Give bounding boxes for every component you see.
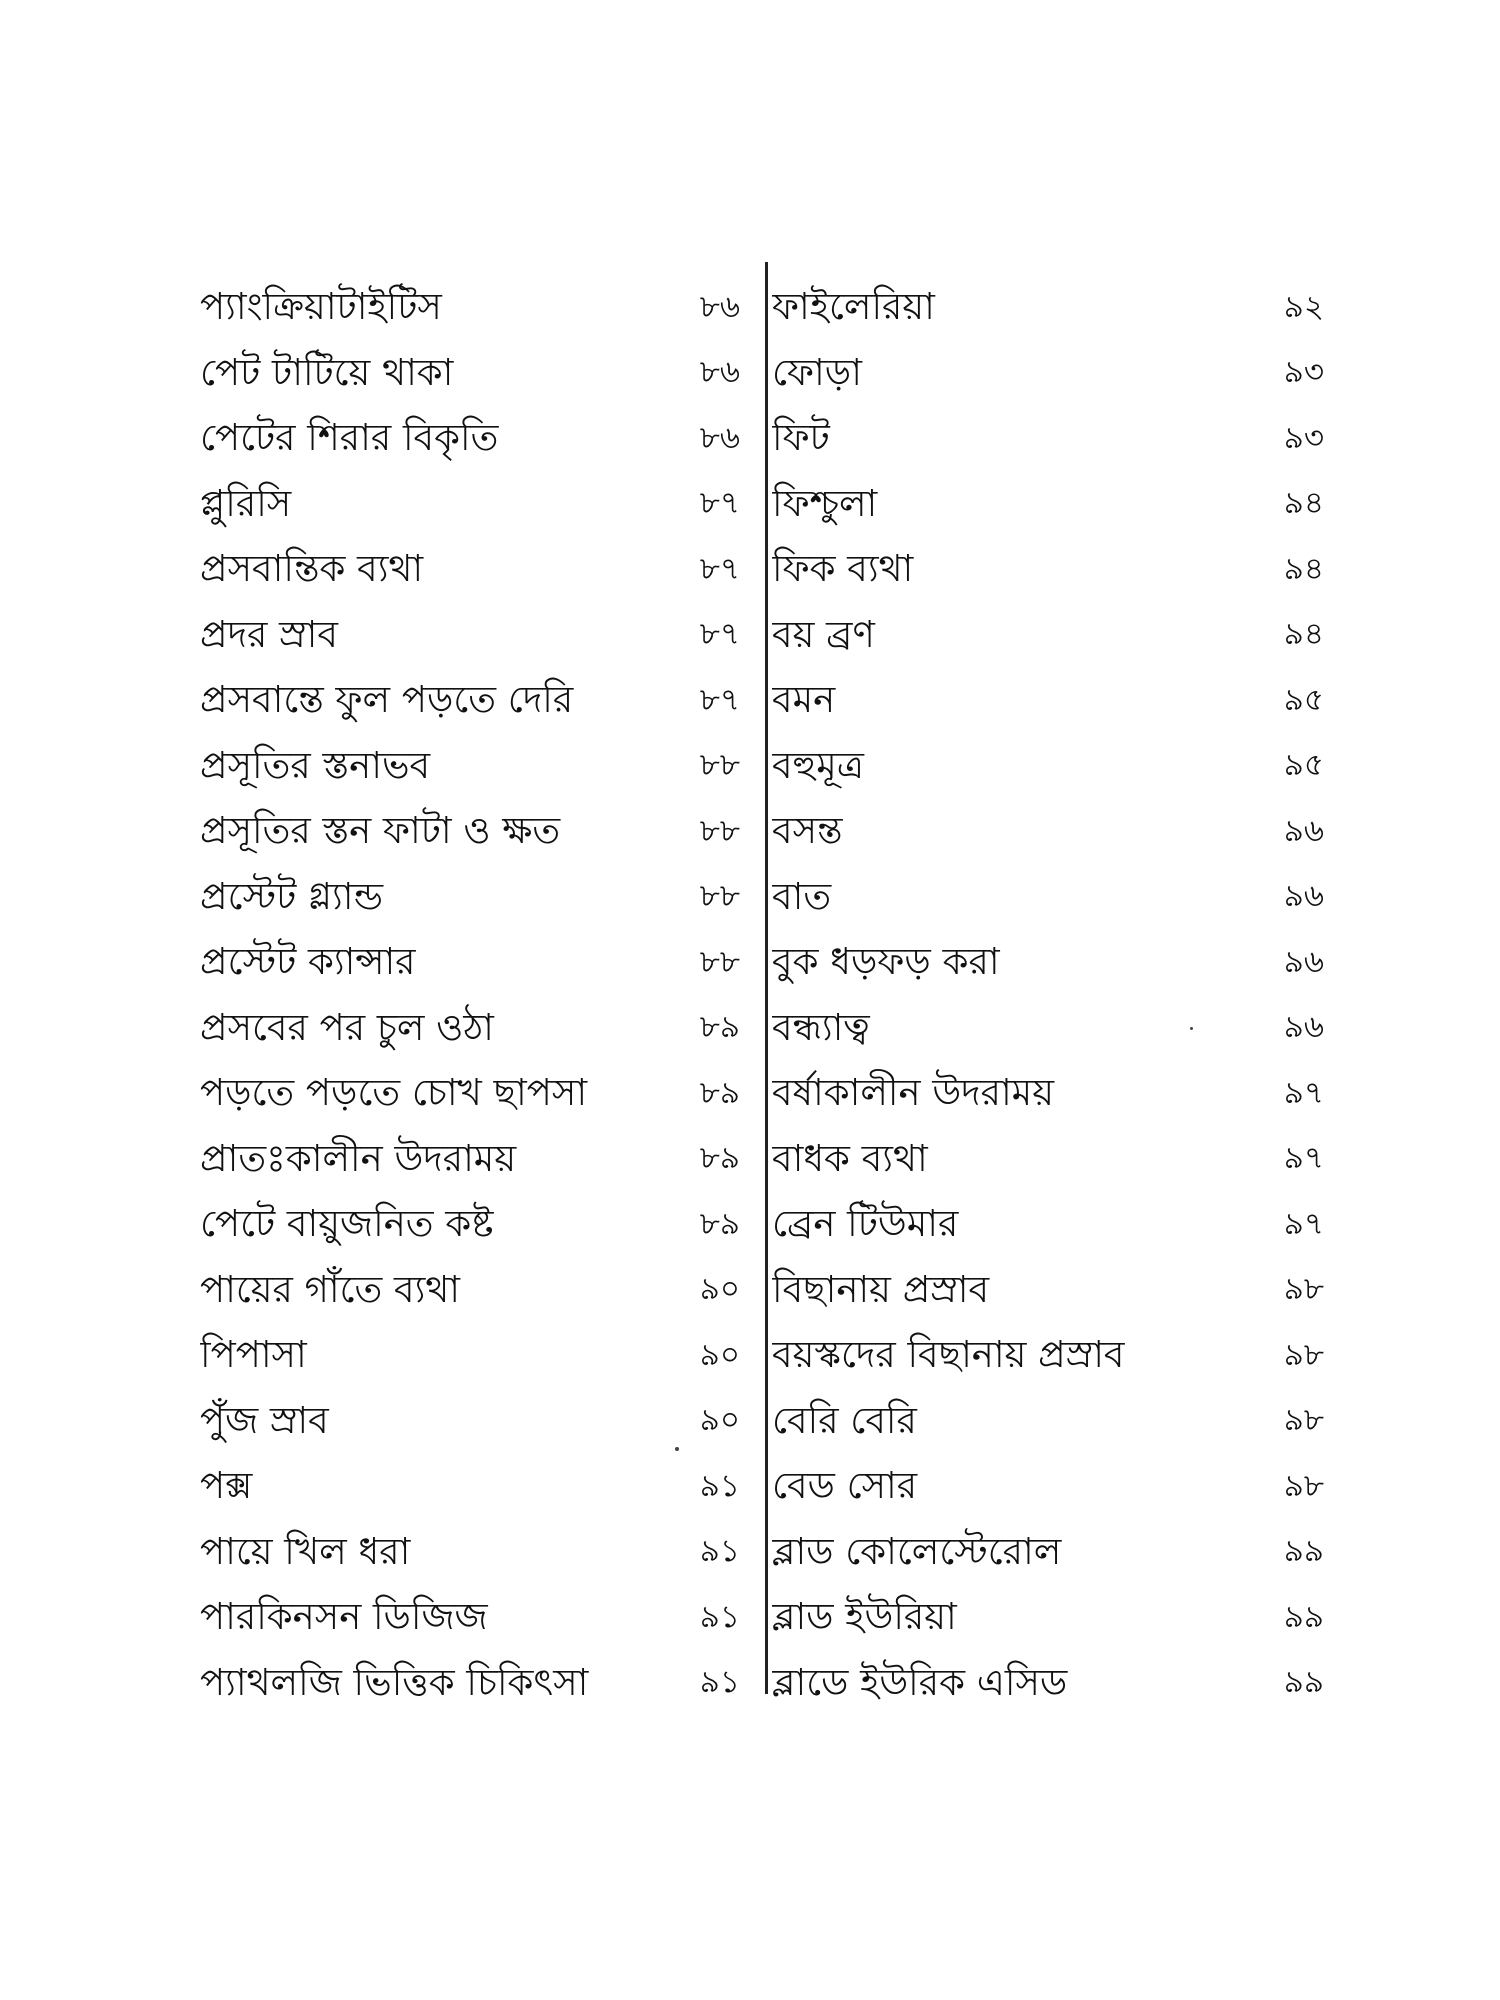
entry-page-number: ৯১ [699,1598,740,1635]
entry-page-number: ৯০ [699,1336,740,1373]
entry-title: ফিশ্চুলা [772,481,878,525]
entry-page-number: ৮৭ [699,681,740,718]
print-speck [675,1447,679,1451]
index-entry [200,1521,740,1587]
entry-page-number: ৮৯ [699,1205,740,1242]
entry-page-number: ৯০ [699,1271,740,1308]
entry-page-number: ৮৬ [699,419,740,456]
entry-title: ব্লাড ইউরিয়া [772,1595,957,1639]
entry-page-number: ৯৭ [1283,1074,1324,1111]
print-speck [1190,1027,1193,1030]
entry-title: ব্লাডে ইউরিক এসিড [772,1660,1068,1704]
entry-title: পিপাসা [200,1333,307,1377]
index-entry [200,1128,740,1194]
entry-title: প্রসূতির স্তনাভব [200,743,431,787]
index-entry [772,931,1324,997]
entry-title: বন্ধ্যাত্ব [772,1005,870,1049]
entry-title: ফাইলেরিয়া [772,285,935,329]
entry-title: পক্স [200,1464,253,1508]
index-entry [200,1259,740,1325]
entry-title: প্লুরিসি [200,481,292,525]
entry-title: পায়ের গাঁতে ব্যথা [200,1267,461,1311]
index-entry [200,407,740,473]
entry-title: প্রসবান্তিক ব্যথা [200,547,424,591]
entry-title: ফিট [772,416,830,460]
entry-page-number: ৯৯ [1283,1598,1324,1635]
entry-page-number: ৮৭ [699,616,740,653]
entry-title: বয়স্কদের বিছানায় প্রস্রাব [772,1333,1125,1377]
index-entry [200,342,740,408]
index-entry [772,407,1324,473]
entry-title: প্রস্টেট গ্ল্যান্ড [200,874,384,918]
entry-title: বুক ধড়ফড় করা [772,940,1000,984]
entry-title: পারকিনসন ডিজিজ [200,1595,488,1639]
entry-title: পড়তে পড়তে চোখ ছাপসা [200,1071,588,1115]
index-entry [200,931,740,997]
entry-page-number: ৯৮ [1283,1467,1324,1504]
index-entry [200,1193,740,1259]
index-entry [200,1390,740,1456]
index-entry [772,538,1324,604]
entry-page-number: ৮৯ [699,1140,740,1177]
entry-title: প্যাথলজি ভিত্তিক চিকিৎসা [200,1660,589,1704]
entry-title: পেটে বায়ুজনিত কষ্ট [200,1202,494,1246]
index-entry [772,1455,1324,1521]
entry-page-number: ৯৯ [1283,1664,1324,1701]
entry-page-number: ৯৬ [1283,812,1324,849]
entry-title: বসন্ত [772,809,843,853]
entry-title: বাত [772,874,832,918]
entry-page-number: ৯১ [699,1467,740,1504]
index-entry [772,1193,1324,1259]
entry-title: প্রাতঃকালীন উদরাময় [200,1136,517,1180]
index-entry [772,800,1324,866]
index-entry [772,1652,1324,1718]
index-entry [772,276,1324,342]
entry-page-number: ৯৪ [1283,616,1324,653]
index-entry [772,342,1324,408]
entry-title: বর্ষাকালীন উদরাময় [772,1071,1055,1115]
index-entry [772,1062,1324,1128]
index-left-column [200,276,740,1717]
index-entry [200,276,740,342]
entry-page-number: ৯৮ [1283,1336,1324,1373]
index-entry [200,1455,740,1521]
index-entry [200,669,740,735]
entry-title: প্যাংক্রিয়াটাইটিস [200,285,442,329]
index-entry [200,1324,740,1390]
index-entry [772,604,1324,670]
entry-title: প্রসবান্তে ফুল পড়তে দেরি [200,678,574,722]
index-entry [200,1586,740,1652]
entry-page-number: ৮৮ [699,943,740,980]
column-divider [765,262,768,1694]
entry-page-number: ৯৫ [1283,681,1324,718]
index-entry [772,669,1324,735]
entry-title: বেরি বেরি [772,1398,917,1442]
index-entry [772,1128,1324,1194]
entry-page-number: ৯৪ [1283,485,1324,522]
entry-page-number: ৯৪ [1283,550,1324,587]
entry-title: বিছানায় প্রস্রাব [772,1267,990,1311]
entry-page-number: ৮৭ [699,485,740,522]
entry-title: পায়ে খিল ধরা [200,1529,411,1573]
entry-title: প্রসূতির স্তন ফাটা ও ক্ষত [200,809,561,853]
entry-title: বমন [772,678,836,722]
index-entry [772,1521,1324,1587]
entry-page-number: ৮৮ [699,747,740,784]
entry-page-number: ৯৩ [1283,354,1324,391]
index-entry [772,735,1324,801]
entry-title: বাধক ব্যথা [772,1136,928,1180]
index-entry [200,1062,740,1128]
entry-page-number: ৯৭ [1283,1140,1324,1177]
entry-title: বয় ব্রণ [772,612,875,656]
entry-title: পেট টাটিয়ে থাকা [200,350,454,394]
index-entry [772,1586,1324,1652]
entry-title: পুঁজ স্রাব [200,1398,329,1442]
entry-page-number: ৮৮ [699,878,740,915]
index-entry [772,1259,1324,1325]
entry-title: প্রসবের পর চুল ওঠা [200,1005,494,1049]
entry-title: প্রস্টেট ক্যান্সার [200,940,416,984]
index-entry [772,997,1324,1063]
entry-page-number: ৯৮ [1283,1271,1324,1308]
index-entry [200,538,740,604]
entry-page-number: ৮৮ [699,812,740,849]
index-entry [200,997,740,1063]
entry-page-number: ৯২ [1283,288,1324,325]
index-entry [772,473,1324,539]
index-entry [200,604,740,670]
entry-page-number: ৯৫ [1283,747,1324,784]
entry-title: ব্লাড কোলেস্টেরোল [772,1529,1062,1573]
entry-title: বেড সোর [772,1464,918,1508]
index-entry [200,473,740,539]
entry-page-number: ৯৮ [1283,1402,1324,1439]
entry-page-number: ৮৬ [699,354,740,391]
entry-title: বহুমূত্র [772,743,864,787]
entry-page-number: ৯৩ [1283,419,1324,456]
index-entry [200,1652,740,1718]
index-entry [772,866,1324,932]
entry-page-number: ৯০ [699,1402,740,1439]
entry-title: পেটের শিরার বিকৃতি [200,416,499,460]
index-entry [200,866,740,932]
index-entry [200,800,740,866]
index-entry [772,1390,1324,1456]
entry-page-number: ৯১ [699,1533,740,1570]
entry-page-number: ৮৭ [699,550,740,587]
entry-page-number: ৯৯ [1283,1533,1324,1570]
index-entry [200,735,740,801]
entry-title: ফোড়া [772,350,862,394]
entry-page-number: ৯৬ [1283,1009,1324,1046]
entry-title: ব্রেন টিউমার [772,1202,959,1246]
entry-page-number: ৮৯ [699,1009,740,1046]
entry-page-number: ৯১ [699,1664,740,1701]
entry-page-number: ৮৬ [699,288,740,325]
entry-page-number: ৯৬ [1283,878,1324,915]
entry-title: প্রদর স্রাব [200,612,338,656]
entry-page-number: ৯৭ [1283,1205,1324,1242]
index-entry [772,1324,1324,1390]
entry-title: ফিক ব্যথা [772,547,914,591]
index-right-column [772,276,1324,1717]
entry-page-number: ৮৯ [699,1074,740,1111]
entry-page-number: ৯৬ [1283,943,1324,980]
